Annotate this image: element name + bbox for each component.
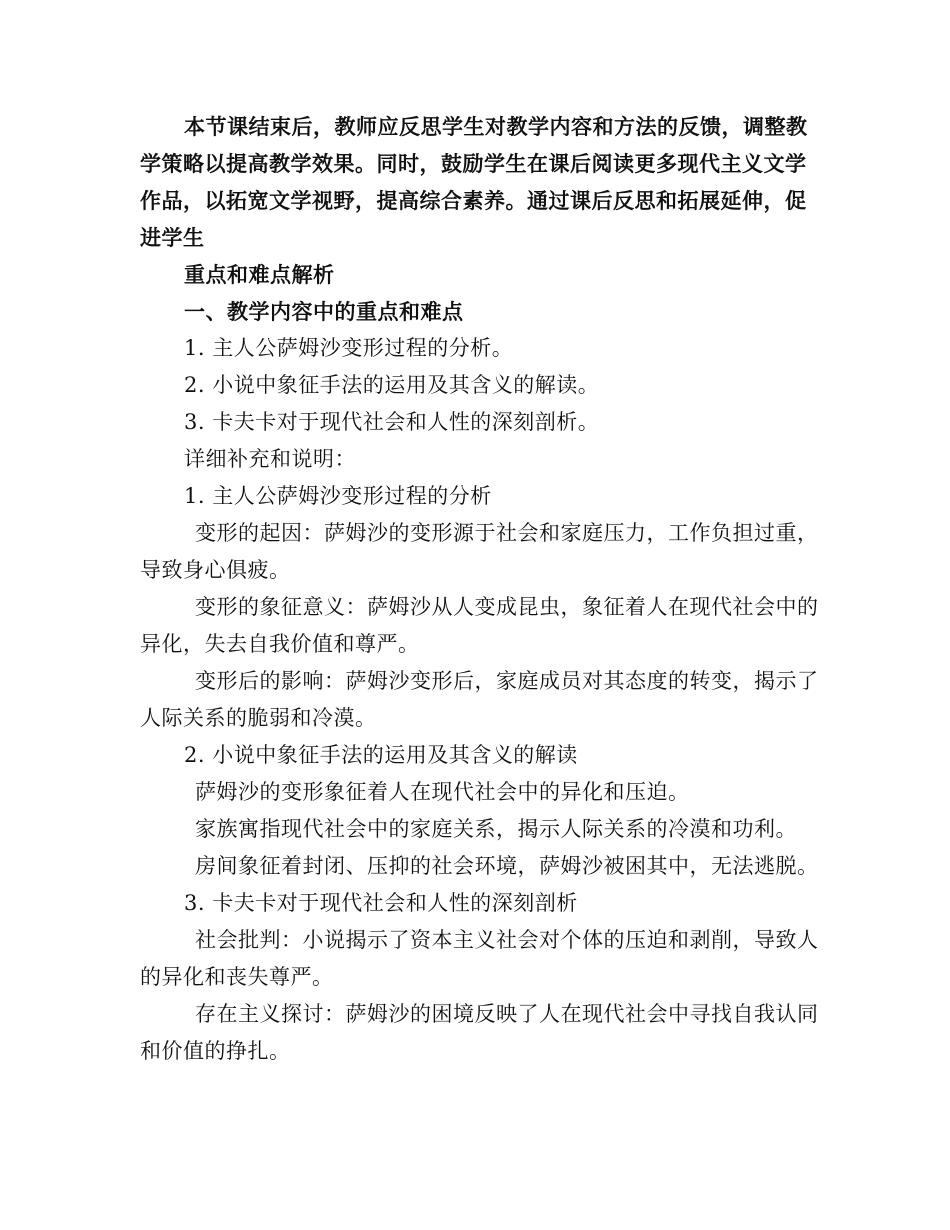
key-point: 3. 卡夫卡对于现代社会和人性的深刻剖析。	[184, 410, 600, 434]
key-point: 2. 小说中象征手法的运用及其含义的解读。	[184, 373, 600, 397]
point1-item: 变形的象征意义：萨姆沙从人变成昆虫，象征着人在现代社会中的异化，失去自我价值和尊严。	[140, 595, 819, 656]
section-heading: 重点和难点解析	[184, 262, 335, 287]
point2-item: 房间象征着封闭、压抑的社会环境，萨姆沙被困其中，无法逃脱。	[195, 854, 819, 878]
point2-item: 家族寓指现代社会中的家庭关系，揭示人际关系的冷漠和功利。	[195, 817, 797, 841]
document-page	[140, 108, 820, 1070]
point3-item: 存在主义探讨：萨姆沙的困境反映了人在现代社会中寻找自我认同和价值的挣扎。	[140, 1002, 819, 1063]
point2-item: 萨姆沙的变形象征着人在现代社会中的异化和压迫。	[195, 780, 690, 804]
point1-item: 变形后的影响：萨姆沙变形后，家庭成员对其态度的转变，揭示了人际关系的脆弱和冷漠。	[140, 669, 819, 730]
key-point: 1. 主人公萨姆沙变形过程的分析。	[184, 336, 514, 360]
intro-paragraph: 本节课结束后，教师应反思学生对教学内容和方法的反馈，调整教学策略以提高教学效果。同时，鼓励学生在课后阅读更多现代主义文学作品，以拓宽文学视野，提高综合素养。通过课后反思和拓展延伸，促进学生	[140, 114, 808, 250]
point2-title: 2. 小说中象征手法的运用及其含义的解读	[184, 743, 578, 767]
details-label: 详细补充和说明：	[184, 447, 356, 471]
sub-heading: 一、教学内容中的重点和难点	[184, 299, 464, 324]
point3-title: 3. 卡夫卡对于现代社会和人性的深刻剖析	[184, 891, 578, 915]
point3-item: 社会批判：小说揭示了资本主义社会对个体的压迫和剥削，导致人的异化和丧失尊严。	[140, 928, 819, 989]
point1-item: 变形的起因：萨姆沙的变形源于社会和家庭压力，工作负担过重，导致身心俱疲。	[140, 521, 819, 582]
point1-title: 1. 主人公萨姆沙变形过程的分析	[184, 484, 492, 508]
